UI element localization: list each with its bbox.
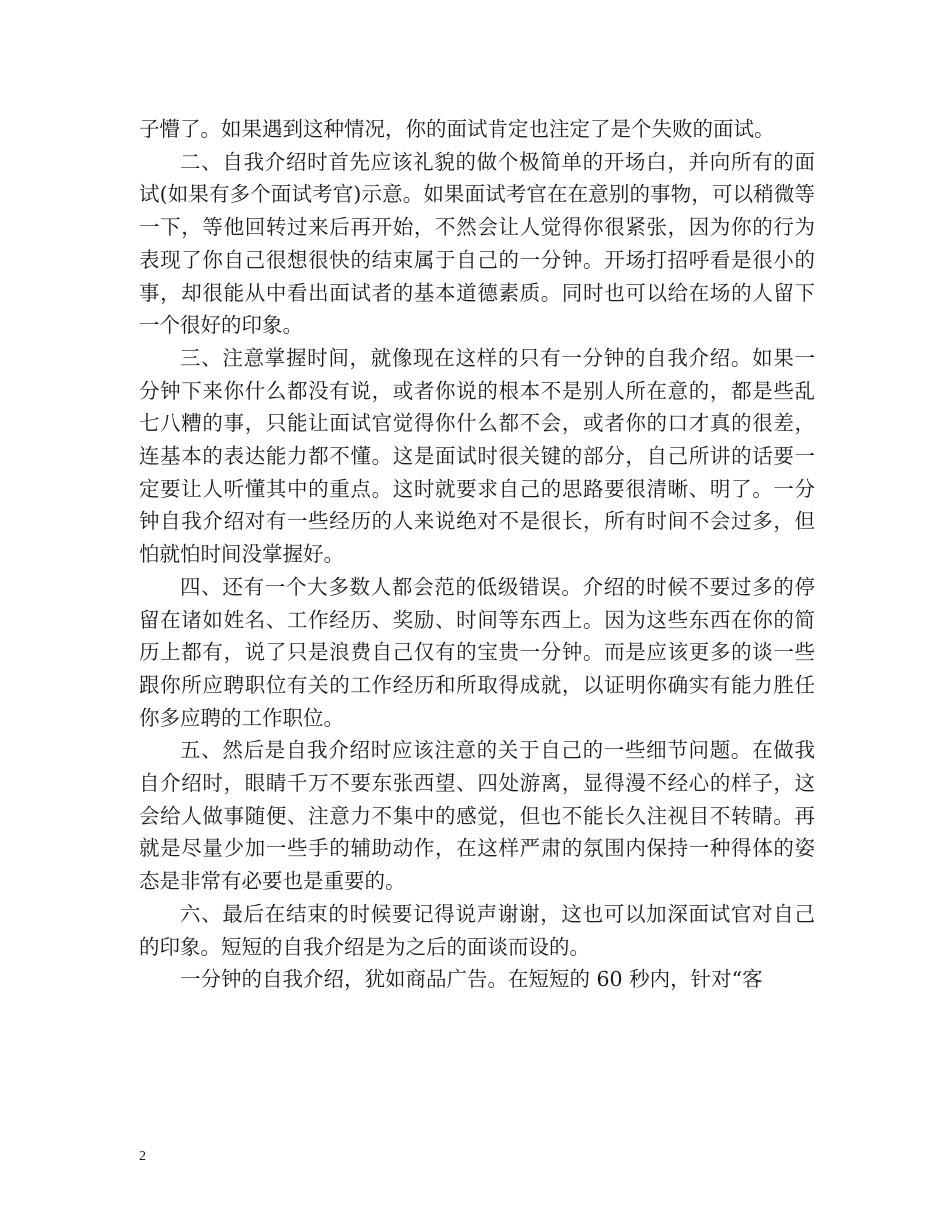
paragraph-point-five: 五、然后是自我介绍时应该注意的关于自己的一些细节问题。在做我自介绍时，眼睛千万不要东张西望、四处游离，显得漫不经心的样子，这会给人做事随便、注意力不集中的感觉，但也不能长久注视目不转睛。再就是尽量少加一些手的辅助动作，在这样严肃的氛围内保持一种得体的姿态是非常有必要也是重要的。 (139, 738, 815, 894)
paragraph-continuation: 子懵了。如果遇到这种情况，你的面试肯定也注定了是个失败的面试。 (139, 117, 775, 141)
paragraph-point-two: 二、自我介绍时首先应该礼貌的做个极简单的开场白，并向所有的面试(如果有多个面试考官)示意。如果面试考官在在意别的事物，可以稍微等一下，等他回转过来后再开始，不然会让人觉得你很紧张，因为你的行为表现了你自己很想很快的结束属于自己的一分钟。开场打招呼看是很小的事，却很能从中看出面试者的基本道德素质。同时也可以给在场的人留下一个很好的印象。 (139, 149, 815, 338)
paragraph-point-six: 六、最后在结束的时候要记得说声谢谢，这也可以加深面试官对自己的印象。短短的自我介绍是为之后的面谈而设的。 (139, 901, 815, 959)
paragraph-closing: 一分钟的自我介绍，犹如商品广告。在短短的 60 秒内，针对“客 (180, 967, 763, 992)
document-body (139, 113, 815, 996)
paragraph-point-four: 四、还有一个大多数人都会范的低级错误。介绍的时候不要过多的停留在诸如姓名、工作经历、奖励、时间等东西上。因为这些东西在你的简历上都有，说了只是浪费自己仅有的宝贵一分钟。而是应该更多的谈一些跟你所应聘职位有关的工作经历和所取得成就，以证明你确实有能力胜任你多应聘的工作职位。 (139, 574, 815, 730)
page-number: 2 (139, 1149, 146, 1164)
paragraph-point-three: 三、注意掌握时间，就像现在这样的只有一分钟的自我介绍。如果一分钟下来你什么都没有说，或者你说的根本不是别人所在意的，都是些乱七八糟的事，只能让面试官觉得你什么都不会，或者你的口才真的很差，连基本的表达能力都不懂。这是面试时很关键的部分，自己所讲的话要一定要让人听懂其中的重点。这时就要求自己的思路要很清晰、明了。一分钟自我介绍对有一些经历的人来说绝对不是很长，所有时间不会过多，但怕就怕时间没掌握好。 (139, 345, 815, 567)
